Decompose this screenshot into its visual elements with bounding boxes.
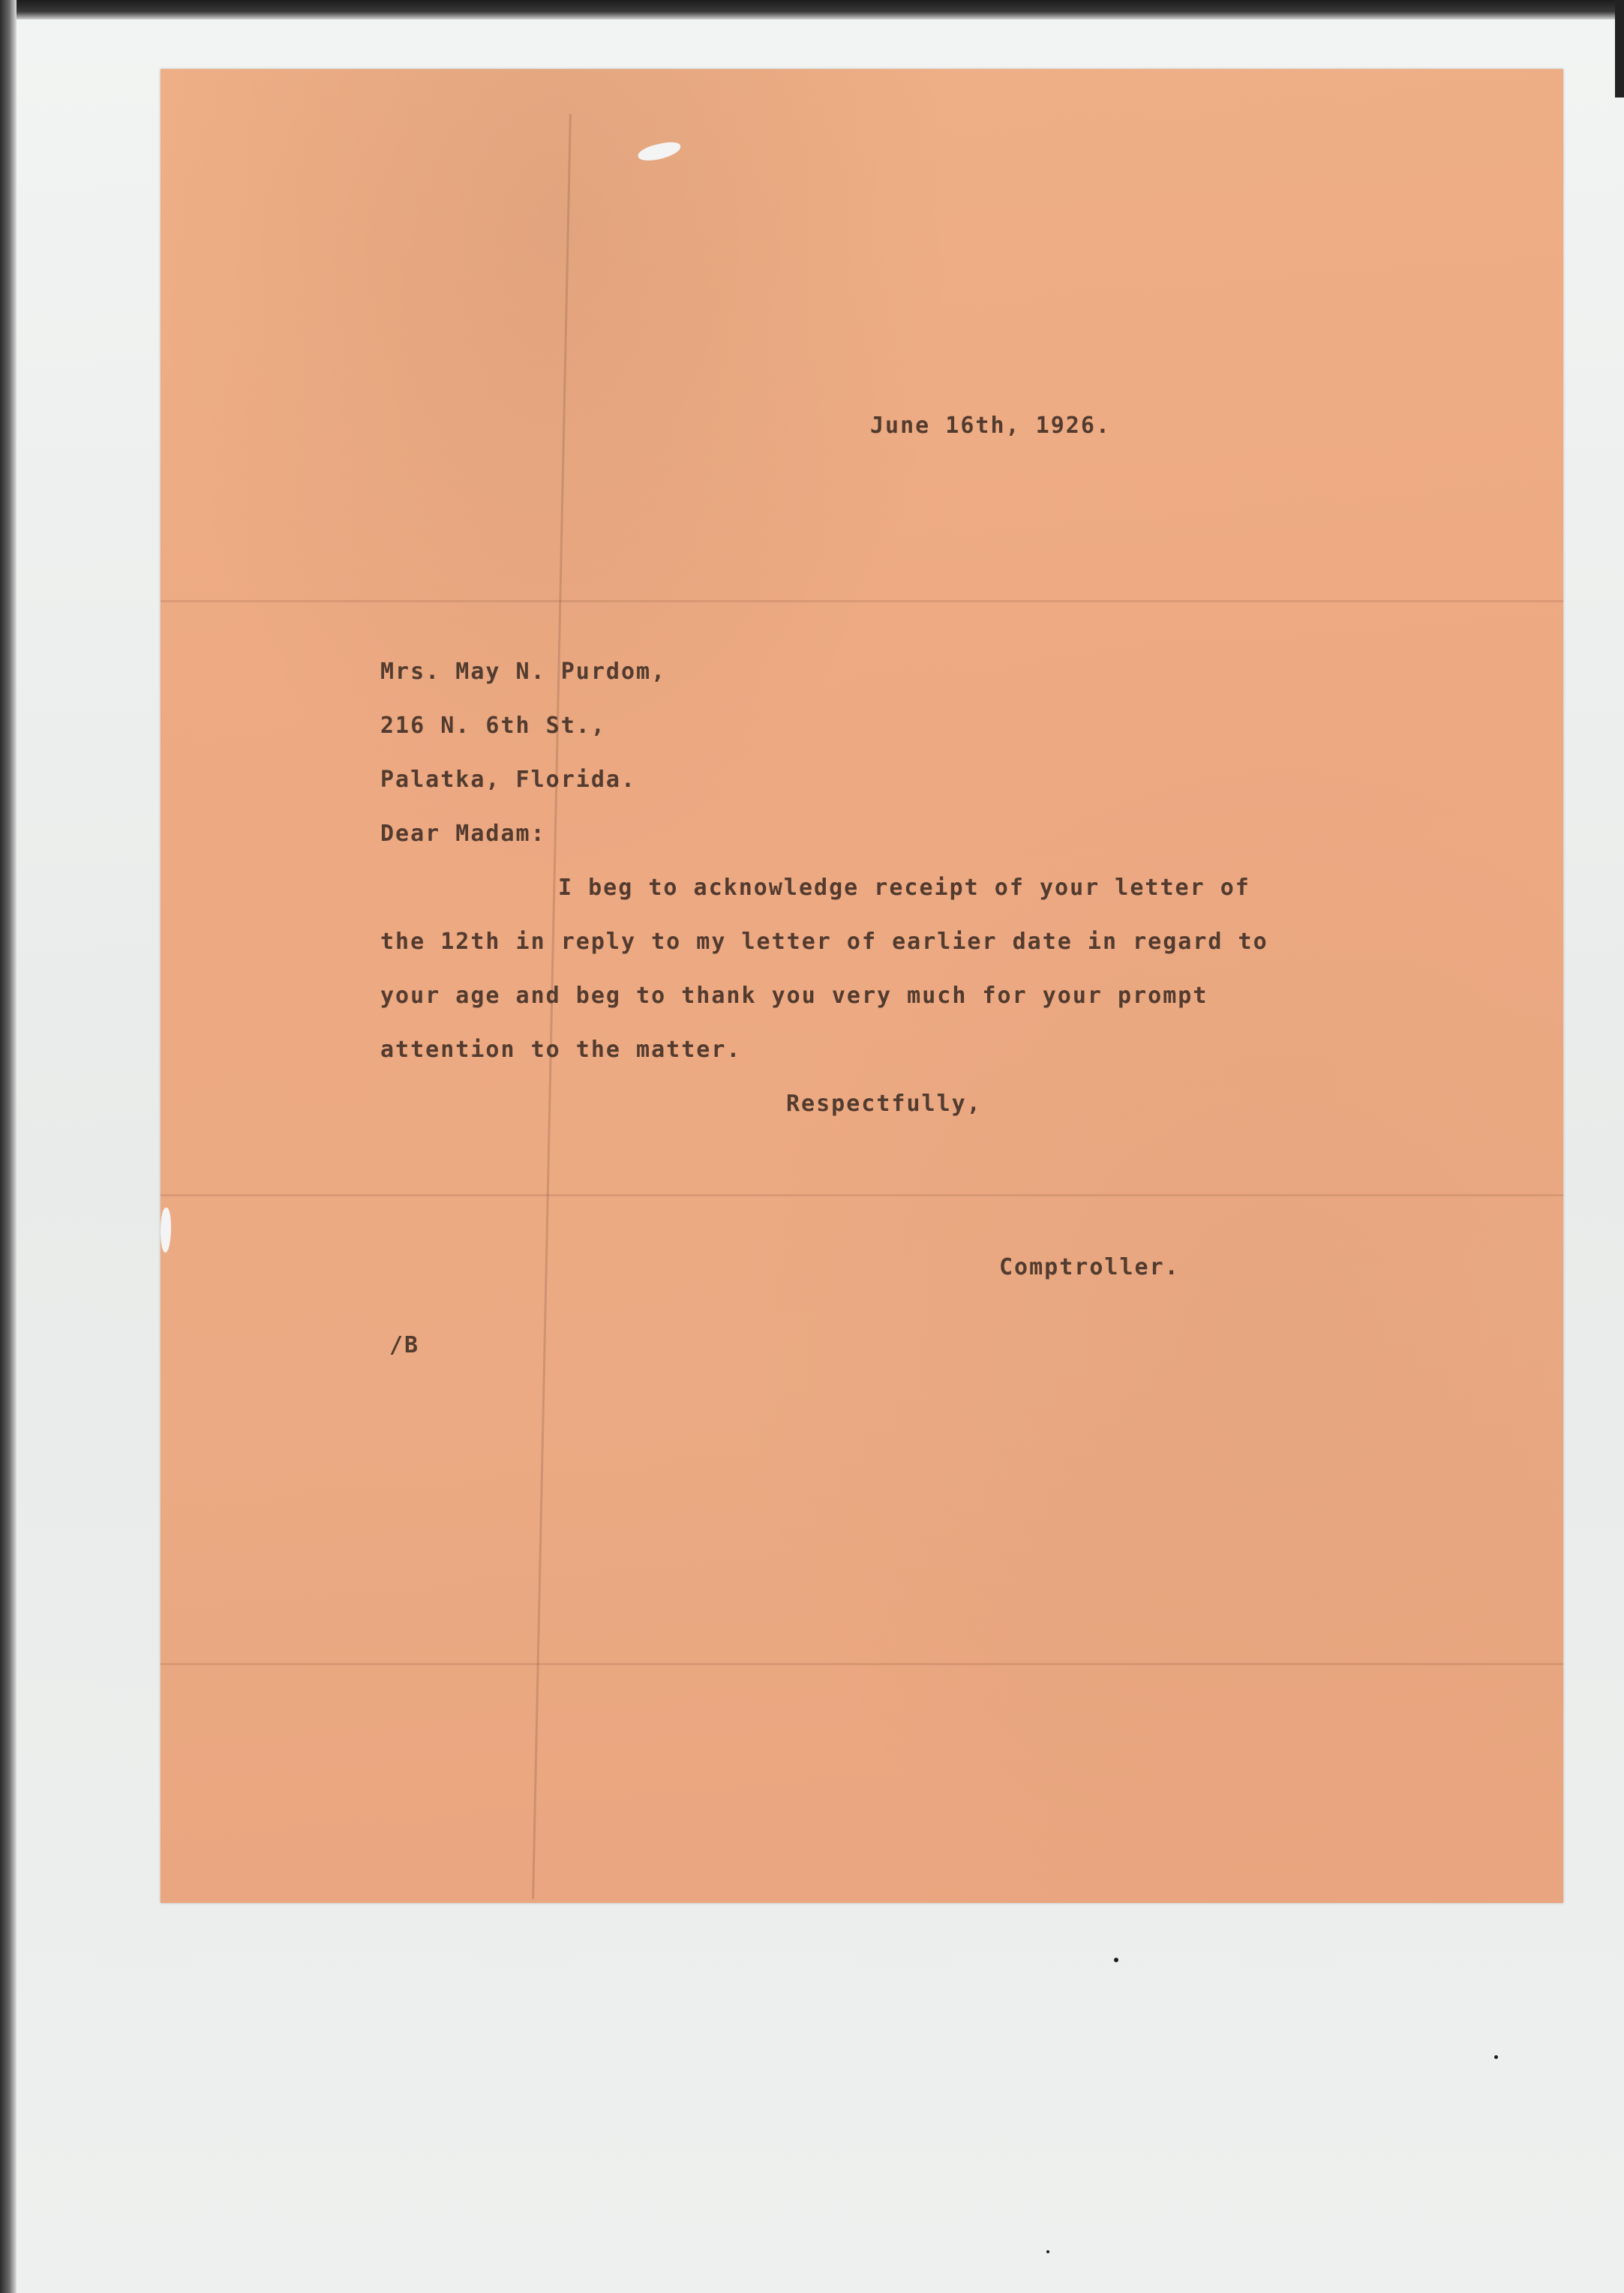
dust-speck: [1046, 2250, 1049, 2253]
body-line-1: I beg to acknowledge receipt of your letter of: [558, 875, 1250, 901]
scanner-right-edge: [1615, 0, 1624, 98]
reference-initials: /B: [389, 1332, 420, 1358]
fold-line-lower: [161, 1663, 1563, 1665]
scanner-left-edge: [0, 0, 17, 2293]
body-line-4: attention to the matter.: [380, 1037, 742, 1063]
body-line-2: the 12th in reply to my letter of earlier date in regard to: [380, 929, 1268, 955]
closing: Respectfully,: [786, 1091, 982, 1117]
paper-tear: [637, 140, 683, 164]
fold-line-middle: [161, 1194, 1563, 1196]
recipient-name: Mrs. May N. Purdom,: [380, 659, 667, 685]
recipient-city: Palatka, Florida.: [380, 767, 637, 793]
recipient-street: 216 N. 6th St.,: [380, 713, 606, 739]
signature-title: Comptroller.: [999, 1254, 1180, 1280]
letter-sheet: [161, 69, 1563, 1903]
salutation: Dear Madam:: [380, 821, 546, 847]
dust-speck: [1114, 1958, 1118, 1962]
scanner-top-edge: [0, 0, 1624, 20]
body-line-3: your age and beg to thank you very much for your prompt: [380, 983, 1208, 1009]
letter-date: June 16th, 1926.: [870, 413, 1111, 439]
edge-notch: [161, 1208, 171, 1253]
dust-speck: [1494, 2055, 1498, 2059]
fold-line-upper: [161, 600, 1563, 602]
